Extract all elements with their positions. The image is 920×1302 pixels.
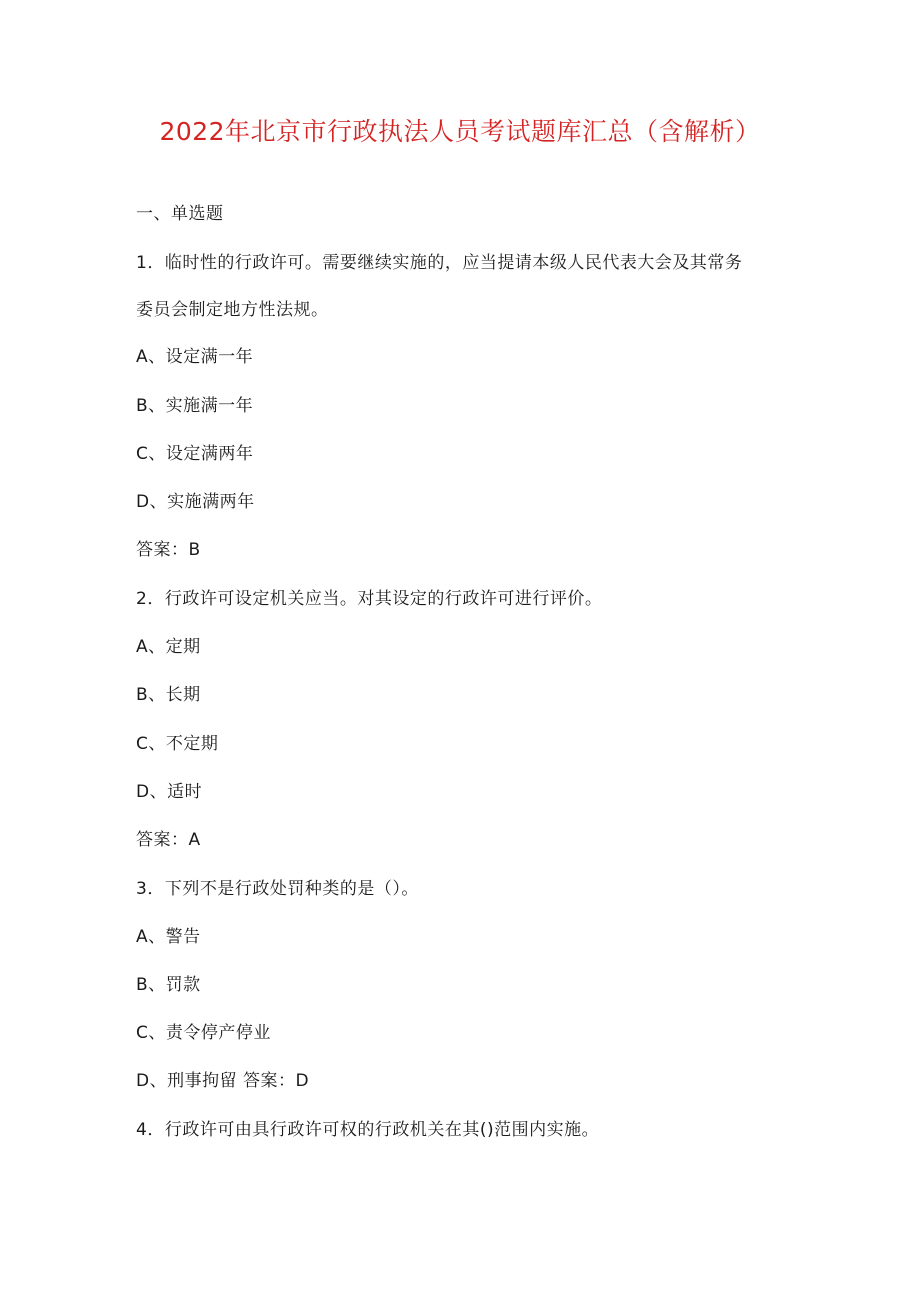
question-3-option-c: C、责令停产停业 xyxy=(136,1023,271,1043)
question-1-stem-line-1: 1．临时性的行政许可。需要继续实施的，应当提请本级人民代表大会及其常务 xyxy=(136,253,743,273)
question-1-option-c: C、设定满两年 xyxy=(136,444,254,464)
question-4-stem-line-1: 4．行政许可由具行政许可权的行政机关在其()范围内实施。 xyxy=(136,1120,600,1140)
question-2-answer: 答案：A xyxy=(136,830,201,850)
question-2-option-b: B、长期 xyxy=(136,685,201,705)
question-1-option-d: D、实施满两年 xyxy=(136,492,255,512)
question-1-answer: 答案：B xyxy=(136,540,201,560)
question-2-stem-line-1: 2．行政许可设定机关应当。对其设定的行政许可进行评价。 xyxy=(136,589,603,609)
question-3-option-d: D、刑事拘留 答案：D xyxy=(136,1071,310,1091)
question-1-option-a: A、设定满一年 xyxy=(136,347,254,367)
question-3-option-a: A、警告 xyxy=(136,927,201,947)
question-2-option-c: C、不定期 xyxy=(136,734,219,754)
document-title: 2022年北京市行政执法人员考试题库汇总（含解析） xyxy=(159,117,761,146)
question-3-option-b: B、罚款 xyxy=(136,975,201,995)
question-1-stem-line-2: 委员会制定地方性法规。 xyxy=(136,300,329,320)
question-1-option-b: B、实施满一年 xyxy=(136,396,254,416)
section-heading: 一、单选题 xyxy=(136,204,224,224)
question-2-option-d: D、适时 xyxy=(136,782,203,802)
question-3-stem-line-1: 3．下列不是行政处罚种类的是（）。 xyxy=(136,879,419,899)
question-2-option-a: A、定期 xyxy=(136,637,201,657)
